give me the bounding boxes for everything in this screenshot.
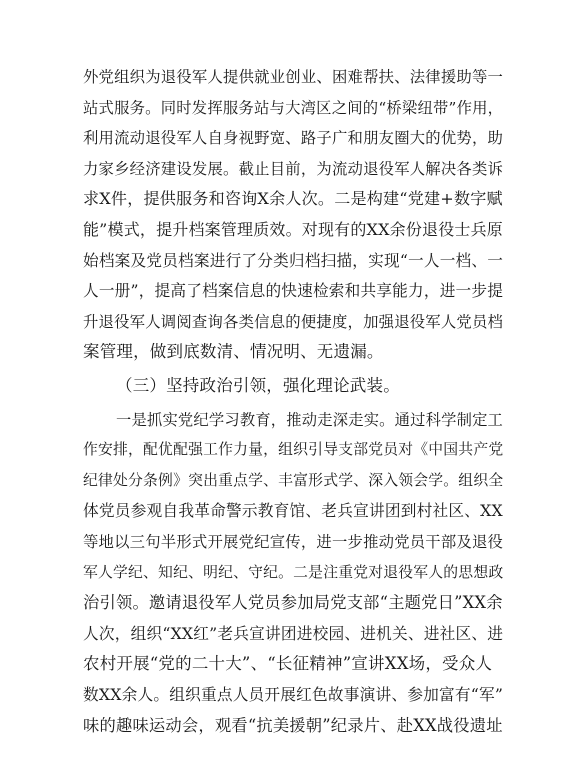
text-line: 升退役军人调阅查询各类信息的便捷度，加强退役军人党员档	[83, 312, 504, 331]
text-line: 农村开展“党的二十大”、“长征精神”宣讲XX场，受众人	[83, 654, 493, 674]
text-line: 利用流动退役军人自身视野宽、路子广和朋友圈大的优势，助	[83, 129, 504, 148]
text-line: 始档案及党员档案进行了分类归档扫描，实现“一人一档、一	[83, 250, 504, 270]
text-line: 外党组织为退役军人提供就业创业、困难帮扶、法律援助等一	[83, 68, 504, 86]
text-line: 纪律处分条例》突出重点学、丰富形式学、深入领会学。组织全	[83, 471, 504, 489]
text-line: 治引领。邀请退役军人党员参加局党支部“主题党日”XX余	[83, 593, 503, 613]
text-line: 味的趣味运动会，观看“抗美援朝”纪录片、赴XX战役遗址	[83, 715, 503, 735]
text-line: 人一册”，提高了档案信息的快速检索和共享能力，进一步提	[83, 281, 504, 301]
text-line: 一是抓实党纪学习教育，推动走深走实。通过科学制定工	[116, 410, 504, 429]
text-line: 求X件，提供服务和咨询X余人次。二是构建“党建+数字赋	[83, 189, 503, 209]
text-line: 人次，组织“XX红”老兵宣讲团进校园、进机关、进社区、进	[83, 623, 504, 643]
text-line: 能”模式，提升档案管理质效。对现有的XX余份退役士兵原	[83, 220, 503, 239]
section-heading: （三）坚持政治引领，强化理论武装。	[116, 376, 400, 395]
text-line: 等地以三句半形式开展党纪宣传，进一步推动党员干部及退役	[83, 533, 504, 551]
text-line: 站式服务。同时发挥服务站与大湾区之间的“桥梁纽带”作用，	[83, 98, 504, 117]
text-line: 作安排，配优配强工作力量，组织引导支部党员对《中国共产党	[83, 441, 504, 459]
text-line: 力家乡经济建设发展。截止目前，为流动退役军人解决各类诉	[83, 159, 504, 178]
text-line: 数XX余人。组织重点人员开展红色故事演讲、参加富有“军”	[83, 685, 504, 704]
text-line: 军人学纪、知纪、明纪、守纪。二是注重党对退役军人的思想政	[83, 563, 504, 581]
text-line: 案管理，做到底数清、情况明、无遗漏。	[83, 342, 384, 362]
text-line: 体党员参观自我革命警示教育馆、老兵宣讲团到村社区、XX	[83, 501, 503, 521]
